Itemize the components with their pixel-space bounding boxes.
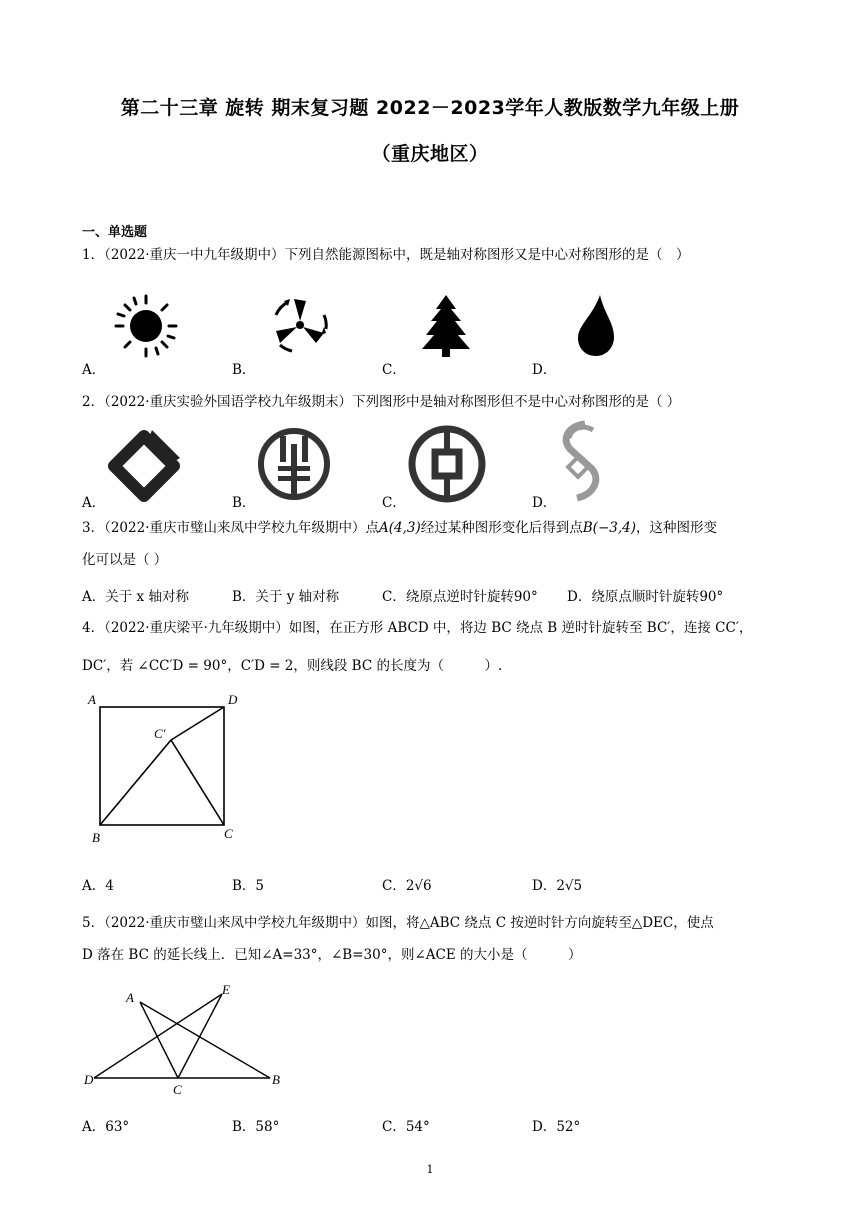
sun-icon xyxy=(112,293,180,359)
question-4-stem-line1: 4．（2022·重庆梁平·九年级期中）如图，在正方形 ABCD 中，将边 BC 绕点 B 逆时针旋转至 BC′，连接 CC′， xyxy=(82,620,753,636)
figure4-label-c: C xyxy=(224,826,233,841)
q2-option-c[interactable]: C． xyxy=(382,495,406,511)
q1-option-d[interactable]: D． xyxy=(532,362,557,378)
q5-option-c[interactable]: C．54° xyxy=(382,1119,430,1135)
q5-option-b[interactable]: B．58° xyxy=(232,1119,280,1135)
page-number: 1 xyxy=(426,1163,434,1176)
figure5-label-c: C xyxy=(173,1082,182,1097)
q3-point-a: A(4,3) xyxy=(379,520,421,536)
q3-text-pre: 3．（2022·重庆市璧山来凤中学校九年级期中）点 xyxy=(82,520,379,536)
question-2-stem: 2．（2022·重庆实验外国语学校九年级期末）下列图形中是轴对称图形但不是中心对称图形的是（ ） xyxy=(82,394,681,410)
q4-option-c[interactable]: C．2√6 xyxy=(382,878,432,894)
document-title-line1: 第二十三章 旋转 期末复习题 2022－2023学年人教版数学九年级上册 xyxy=(120,97,740,119)
q1-option-b[interactable]: B． xyxy=(232,362,256,378)
figure5-label-b: B xyxy=(272,1072,280,1087)
q3-text-post: ，这种图形变 xyxy=(636,520,718,536)
q1-option-a[interactable]: A． xyxy=(82,362,106,378)
bank-logo-a-icon xyxy=(104,428,184,504)
triangle-rotation-figure xyxy=(80,980,292,1100)
water-drop-icon xyxy=(574,293,618,359)
bank-logo-d-icon xyxy=(555,420,607,504)
question-4-stem-line2: DC′，若 ∠CC′D = 90°，C′D = 2，则线段 BC 的长度为（ ）. xyxy=(82,658,503,674)
q3-option-a[interactable]: A．关于 x 轴对称 xyxy=(82,589,189,605)
q5-option-d[interactable]: D．52° xyxy=(532,1119,581,1135)
question-3-stem-line2: 化可以是（ ） xyxy=(82,552,168,568)
q4-option-b[interactable]: B．5 xyxy=(232,878,265,894)
q3-option-b[interactable]: B．关于 y 轴对称 xyxy=(232,589,340,605)
q3-point-b: B(−3,4) xyxy=(582,520,637,536)
q3-option-d[interactable]: D．绕原点顺时针旋转90° xyxy=(567,589,724,605)
section-heading: 一、单选题 xyxy=(82,225,148,240)
q3-text-mid: 经过某种图形变化后得到点 xyxy=(420,520,583,536)
q1-option-c[interactable]: C． xyxy=(382,362,406,378)
question-5-stem-line2: D 落在 BC 的延长线上．已知∠A=33°，∠B=30°，则∠ACE 的大小是（ ） xyxy=(82,947,582,963)
bank-logo-b-icon xyxy=(256,426,332,502)
figure5-label-a: A xyxy=(126,990,134,1005)
figure4-label-a: A xyxy=(88,692,96,707)
document-title-line2: （重庆地区） xyxy=(371,143,489,165)
windmill-icon xyxy=(266,293,334,357)
q5-option-a[interactable]: A．63° xyxy=(82,1119,130,1135)
figure4-label-d: D xyxy=(228,692,238,707)
figure4-label-b: B xyxy=(92,830,100,845)
question-3-stem-line1 xyxy=(82,517,717,539)
figure5-label-d: D xyxy=(84,1072,94,1087)
q2-option-b[interactable]: B． xyxy=(232,495,256,511)
figure4-label-c-prime: C′ xyxy=(154,726,166,741)
question-1-stem: 1．（2022·重庆一中九年级期中）下列自然能源图标中，既是轴对称图形又是中心对称图形的是（ ） xyxy=(82,247,690,263)
figure5-label-e: E xyxy=(222,982,230,997)
q4-option-a[interactable]: A．4 xyxy=(82,878,114,894)
q4-option-d[interactable]: D．2√5 xyxy=(532,878,583,894)
bank-logo-c-icon xyxy=(407,424,487,504)
square-rotation-figure xyxy=(82,690,252,850)
question-5-stem-line1: 5．（2022·重庆市璧山来凤中学校九年级期中）如图，将△ABC 绕点 C 按逆时针方向旋转至△DEC，使点 xyxy=(82,915,714,931)
q3-option-c[interactable]: C．绕原点逆时针旋转90° xyxy=(382,589,538,605)
q2-option-a[interactable]: A． xyxy=(82,495,106,511)
q2-option-d[interactable]: D． xyxy=(532,495,557,511)
tree-icon xyxy=(418,293,474,359)
